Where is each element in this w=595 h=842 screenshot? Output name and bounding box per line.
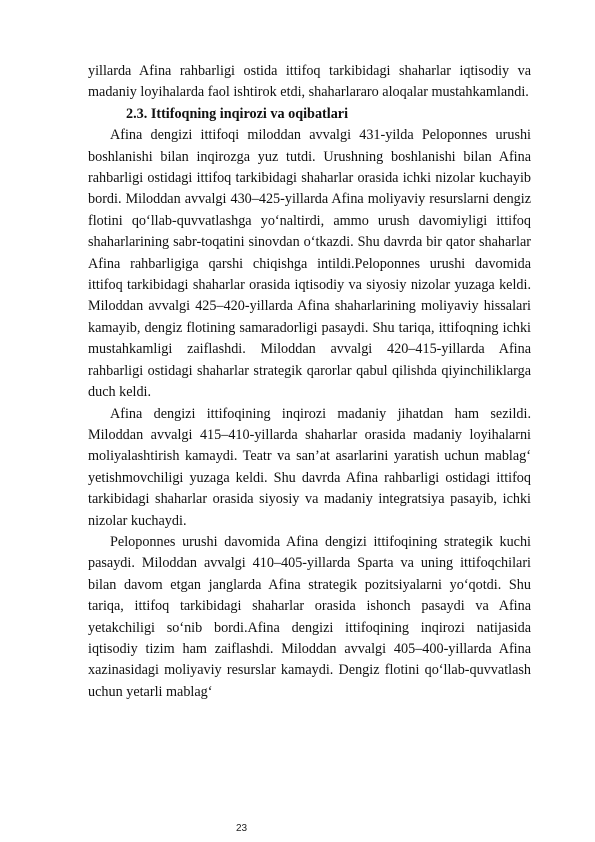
- section-heading: 2.3. Ittifoqning inqirozi va oqibatlari: [126, 105, 349, 122]
- document-page: [88, 61, 531, 703]
- paragraph-3: Peloponnes urushi davomida Afina dengizi ittifoqining strategik kuchi pasaydi. Miloddan avvalgi 410–405-yillarda Sparta va uning ittifoqchilari bilan davom etgan janglarda Afina strategik pozitsiyalarni yo‘qotdi. Shu tariqa, ittifoq tarkibidagi shaharlar orasida ishonch pasaydi va Afina yetakchiligi so‘nib bordi.Afina dengizi ittifoqining inqirozi natijasida iqtisodiy tizim ham zaiflashdi. Miloddan avvalgi 405–400-yillarda Afina xazinasidagi moliyaviy resurslar kamaydi. Dengiz flotini qo‘llab-quvvatlash uchun yetarli mablag‘: [88, 533, 531, 700]
- paragraph-1: Afina dengizi ittifoqi miloddan avvalgi 431-yilda Peloponnes urushi boshlanishi bilan inqirozga yuz tutdi. Urushning boshlanishi bilan Afina rahbarligi ostidagi ittifoq tarkibidagi shaharlar orasida ichki nizolar kuchayib bordi. Miloddan avvalgi 430–425-yillarda Afina moliyaviy resurslarni dengiz flotini qo‘llab-quvvatlashga yo‘naltirdi, ammo urush davomiyligi ittifoq shaharlarining sabr-toqatini sinovdan o‘tkazdi. Shu davrda bir qator shaharlar Afina rahbarligiga qarshi chiqishga intildi.Peloponnes urushi davomida ittifoq tarkibidagi shaharlar orasida iqtisodiy va siyosiy nizolar yuzaga keldi. Miloddan avvalgi 425–420-yillarda Afina shaharlarining moliyaviy hissalari kamayib, dengiz flotining samaradorligi pasaydi. Shu tariqa, ittifoqning ichki mustahkamligi zaiflashdi. Miloddan avvalgi 420–415-yillarda Afina rahbarligi ostidagi shaharlar strategik qarorlar qabul qilishda qiyinchiliklarga duch keldi.: [88, 127, 531, 401]
- page-number: 23: [236, 823, 248, 834]
- intro-paragraph: yillarda Afina rahbarligi ostida ittifoq tarkibidagi shaharlar iqtisodiy va madaniy loyihalarda faol ishtirok etdi, shaharlararo aloqalar mustahkamlandi.: [88, 63, 531, 101]
- paragraph-2: Afina dengizi ittifoqining inqirozi madaniy jihatdan ham sezildi. Miloddan avvalgi 415–410-yillarda shaharlar orasida madaniy loyihalarni moliyalashtirish kamaydi. Teatr va san’at asarlarini yaratish uchun mablag‘ yetishmovchiligi yuzaga keldi. Shu davrda Afina rahbarligi ostidagi ittifoq tarkibidagi shaharlar orasida siyosiy va madaniy integratsiya pasayib, ichki nizolar kuchaydi.: [88, 405, 531, 529]
